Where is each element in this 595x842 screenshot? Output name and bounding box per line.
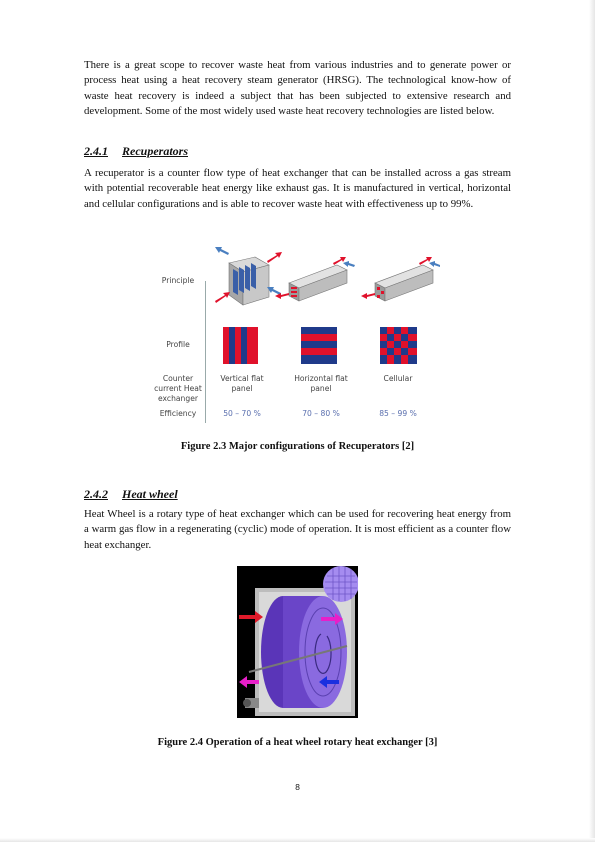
profile-illustrations [223, 327, 418, 365]
page-edge-shadow-bottom [0, 838, 595, 842]
row-label-heat-exchanger-type: Counter current Heat exchanger [154, 374, 202, 403]
matrix-inset-icon [323, 566, 358, 602]
vertical-panel-recuperator-icon [215, 247, 282, 305]
efficiency-horizontal: 70 – 80 % [302, 409, 340, 418]
cellular-profile [380, 327, 417, 364]
row-label-profile: Profile [166, 340, 190, 349]
heat-wheel-paragraph: Heat Wheel is a rotary type of heat exchanger which can be used for recovering heat energy from a warm gas flow in a regenerating (cyclic) mode of operation. It is most efficient as a counter flow heat exchanger. [84, 508, 511, 551]
cellular-recuperator-icon [361, 257, 440, 301]
figure-caption-heat-wheel: Figure 2.4 Operation of a heat wheel rotary heat exchanger [3] [157, 737, 438, 748]
figure-caption-recuperators: Figure 2.3 Major configurations of Recuperators [2] [180, 441, 415, 452]
efficiency-vertical: 50 – 70 % [223, 409, 261, 418]
section-heading-heat-wheel [84, 487, 178, 502]
section-heading-recuperators [84, 144, 188, 159]
section-number: 2.4.1 [84, 144, 108, 158]
recuperators-paragraph: A recuperator is a counter flow type of heat exchanger that can be installed across a gas stream with potential recoverable heat energy like exhaust gas. It is manufactured in vertical, horizontal and cellular configurations and is able to recover waste heat with effectiveness up to 99%. [84, 167, 511, 210]
principle-illustrations [207, 243, 440, 315]
section-title: Recuperators [122, 144, 188, 158]
type-label-horizontal: Horizontal flat panel [294, 374, 348, 393]
figure-heat-wheel [237, 566, 358, 718]
efficiency-cellular: 85 – 99 % [379, 409, 417, 418]
figure-recuperator-configurations [155, 243, 440, 425]
intro-paragraph: There is a great scope to recover waste heat from various industries and to generate power or process heat using a heat recovery steam generator (HRSG). The technological know-how of waste heat recovery is indeed a subject that has been subjected to extensive research and development. Some of the most widely used waste heat recovery technologies are listed below. [84, 59, 511, 118]
horizontal-panel-recuperator-icon [275, 257, 355, 301]
type-label-cellular: Cellular [383, 374, 413, 383]
type-label-vertical: Vertical flat panel [220, 374, 264, 393]
horizontal-flat-panel-profile [301, 327, 337, 364]
row-label-principle: Principle [161, 276, 195, 285]
heat-wheel-illustration [237, 566, 358, 718]
page-number: 8 [294, 783, 301, 792]
page-edge-shadow-right [589, 0, 595, 842]
figure-divider [205, 281, 206, 423]
row-label-efficiency: Efficiency [159, 409, 197, 418]
section-title: Heat wheel [122, 487, 178, 501]
vertical-flat-panel-profile [223, 327, 258, 364]
section-number: 2.4.2 [84, 487, 108, 501]
